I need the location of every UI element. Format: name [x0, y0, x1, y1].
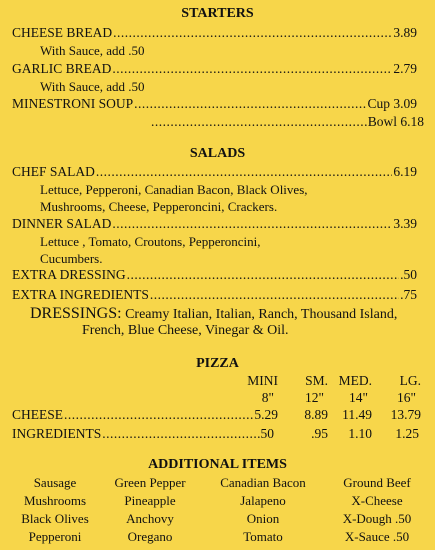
- dot-leader: [134, 96, 366, 112]
- item-price: 6.19: [393, 164, 417, 179]
- pizza-row-ingredients: [12, 426, 274, 442]
- salads-heading: SALADS: [189, 146, 246, 161]
- pizza-inches-med: 14": [348, 390, 368, 405]
- item-name: INGREDIENTS: [12, 426, 102, 441]
- topping-item: Jalapeno: [240, 493, 286, 508]
- item-price: .75: [400, 287, 417, 302]
- item-price-med: 1.10: [348, 426, 372, 441]
- menu-item-minestroni-bowl: [150, 114, 424, 130]
- item-description: Cucumbers.: [40, 251, 103, 266]
- menu-item-extra-dressing: [12, 267, 417, 283]
- item-note: With Sauce, add .50: [40, 43, 145, 58]
- item-name: CHEESE: [12, 407, 64, 422]
- item-price-cup: Cup 3.09: [367, 96, 417, 111]
- dot-leader: [96, 164, 392, 180]
- topping-item: Onion: [246, 511, 280, 526]
- menu-item-extra-ingredients: [12, 287, 417, 303]
- item-price-lg: 13.79: [390, 407, 421, 422]
- additional-items-heading: ADDITIONAL ITEMS: [148, 457, 287, 472]
- item-name: DINNER SALAD: [12, 216, 112, 231]
- item-description: Lettuce, Pepperoni, Canadian Bacon, Black Olives,: [40, 182, 308, 197]
- topping-item: Tomato: [243, 529, 283, 544]
- item-name: CHEF SALAD: [12, 164, 95, 179]
- menu-item-garlic-bread: [12, 61, 417, 77]
- pizza-size-mini: MINI: [247, 373, 278, 388]
- item-price-bowl: Bowl 6.18: [367, 114, 424, 129]
- dressings-label: DRESSINGS:: [30, 305, 122, 322]
- topping-item: Ground Beef: [343, 475, 411, 490]
- topping-item: Green Pepper: [114, 475, 186, 490]
- topping-item: Oregano: [127, 529, 173, 544]
- item-price-mini: .50: [257, 426, 274, 441]
- dressings-list: Creamy Italian, Italian, Ranch, Thousand Island,: [125, 307, 398, 322]
- pizza-inches-lg: 16": [396, 390, 416, 405]
- item-description: Lettuce , Tomato, Croutons, Pepperoncini,: [40, 234, 261, 249]
- dot-leader: [150, 287, 399, 303]
- starters-heading: STARTERS: [181, 6, 254, 21]
- item-name: CHEESE BREAD: [12, 25, 113, 40]
- item-description: Mushrooms, Cheese, Pepperoncini, Crackers.: [40, 199, 278, 214]
- dot-leader: [127, 267, 399, 283]
- dot-leader: [112, 61, 392, 77]
- topping-item: Sausage: [33, 475, 77, 490]
- topping-item: Canadian Bacon: [220, 475, 306, 490]
- item-name: MINESTRONI SOUP: [12, 96, 134, 111]
- pizza-inches-sm: 12": [304, 390, 324, 405]
- item-price: 2.79: [393, 61, 417, 76]
- item-price: 3.89: [393, 25, 417, 40]
- pizza-inches-mini: 8": [261, 390, 274, 405]
- topping-item: Pineapple: [124, 493, 176, 508]
- item-price-sm: 8.89: [304, 407, 328, 422]
- item-name: EXTRA INGREDIENTS: [12, 287, 149, 302]
- dressings-line-1: [30, 305, 397, 323]
- menu-item-chef-salad: [12, 164, 417, 180]
- pizza-heading: PIZZA: [196, 356, 239, 371]
- item-price: 3.39: [393, 216, 417, 231]
- item-price-mini: 5.29: [254, 407, 278, 422]
- menu-item-minestroni: [12, 96, 417, 112]
- topping-item: X-Cheese: [351, 493, 403, 508]
- dot-leader: [151, 114, 367, 130]
- dot-leader: [113, 25, 392, 41]
- item-price-lg: 1.25: [395, 426, 419, 441]
- topping-item: Black Olives: [21, 511, 89, 526]
- item-note: With Sauce, add .50: [40, 79, 145, 94]
- topping-item: X-Dough .50: [342, 511, 412, 526]
- item-price-med: 11.49: [342, 407, 372, 422]
- topping-item: Mushrooms: [23, 493, 87, 508]
- item-name: EXTRA DRESSING: [12, 267, 126, 282]
- menu-item-cheese-bread: [12, 25, 417, 41]
- pizza-row-cheese: [12, 407, 278, 423]
- dot-leader: [102, 426, 256, 442]
- topping-item: Anchovy: [126, 511, 174, 526]
- menu-item-dinner-salad: [12, 216, 417, 232]
- item-price: .50: [400, 267, 417, 282]
- pizza-size-med: MED.: [338, 373, 372, 388]
- item-name: GARLIC BREAD: [12, 61, 112, 76]
- dot-leader: [112, 216, 392, 232]
- item-price-sm: .95: [311, 426, 328, 441]
- dot-leader: [64, 407, 253, 423]
- dressings-line-2: French, Blue Cheese, Vinegar & Oil.: [82, 323, 289, 338]
- pizza-size-lg: LG.: [399, 373, 421, 388]
- topping-item: Pepperoni: [28, 529, 82, 544]
- topping-item: X-Sauce .50: [344, 529, 410, 544]
- pizza-size-sm: SM.: [305, 373, 328, 388]
